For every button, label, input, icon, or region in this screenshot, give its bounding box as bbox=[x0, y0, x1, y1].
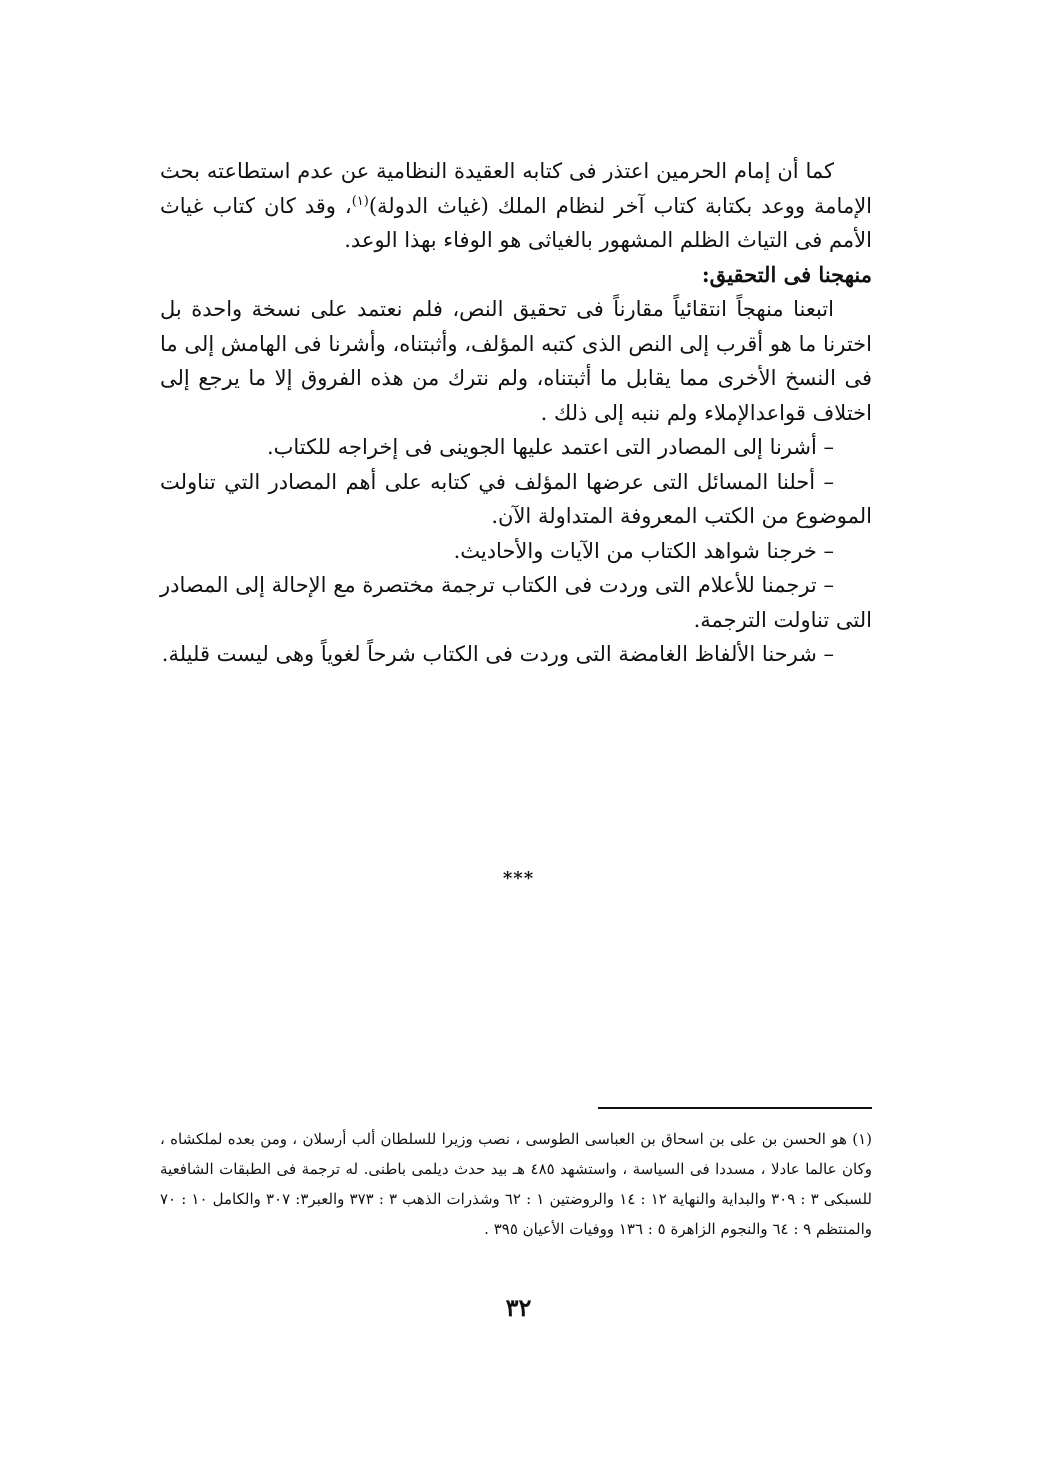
section-separator: *** bbox=[502, 868, 535, 889]
section-heading: منهجنا فى التحقيق: bbox=[701, 261, 872, 287]
main-text bbox=[160, 154, 872, 672]
paragraph-intro-text: كما أن إمام الحرمين اعتذر فى كتابه العقيدة النظامية عن عدم استطاعته بحث الإمامة ووعد بكتابة كتاب آخر لنظام الملك (غياث الدولة) bbox=[160, 159, 872, 218]
paragraph-method: اتبعنا منهجاً انتقائياً مقارناً فى تحقيق النص، فلم نعتمد على نسخة واحدة بل اخترنا ما هو أقرب إلى النص الذى كتبه المؤلف، وأثبتناه، وأشرنا فى الهامش إلى ما فى النسخ الأخرى مما يقابل ما أثبتناه، ولم نترك من هذه الفروق إلا ما يرجع إلى اختلاف قواعدالإملاء ولم ننبه إلى ذلك . bbox=[160, 297, 872, 425]
footnote-divider bbox=[598, 1107, 872, 1109]
list-item: – أشرنا إلى المصادر التى اعتمد عليها الجوينى فى إخراجه للكتاب. bbox=[266, 435, 834, 459]
list-item: – شرحنا الألفاظ الغامضة التى وردت فى الكتاب شرحاً لغوياً وهى ليست قليلة. bbox=[161, 642, 834, 666]
footnote-1: (١) هو الحسن بن على بن اسحاق بن العباسى الطوسى ، نصب وزيرا للسلطان ألب أرسلان ، ومن بعده لملكشاه ، وكان عالما عادلا ، مسددا فى السياسة ، واستشهد ٤٨٥ هـ بيد حدث ديلمى باطنى. له ترجمة فى الطبقات الشافعية للسبكى ٣ : ٣٠٩ والبداية والنهاية ١٢ : ١٤ والروضتين ١ : ٦٢ وشذرات الذهب ٣ : ٣٧٣ والعبر٣: ٣٠٧ والكامل ١٠ : ٧٠ والمنتظم ٩ : ٦٤ والنجوم الزاهرة ٥ : ١٣٦ ووفيات الأعيان ٣٩٥ . bbox=[160, 1130, 872, 1238]
paragraph-intro-continuation: ، وقد كان كتاب غياث الأمم فى التياث الظلم المشهور بالغياثى هو الوفاء بهذا الوعد. bbox=[160, 193, 872, 252]
list-item: – ترجمنا للأعلام التى وردت فى الكتاب ترجمة مختصرة مع الإحالة إلى المصادر التى تناولت الترجمة. bbox=[160, 573, 872, 632]
footnote-reference: (١) bbox=[351, 193, 369, 209]
list-item: – خرجنا شواهد الكتاب من الآيات والأحاديث. bbox=[453, 538, 834, 563]
page-number: ٣٢ bbox=[505, 1293, 532, 1322]
paragraph-intro bbox=[160, 154, 872, 258]
list-item: – أحلنا المسائل التى عرضها المؤلف في كتابه على أهم المصادر التي تناولت الموضوع من الكتب المعروفة المتداولة الآن. bbox=[160, 469, 872, 528]
footnotes bbox=[160, 1124, 872, 1244]
